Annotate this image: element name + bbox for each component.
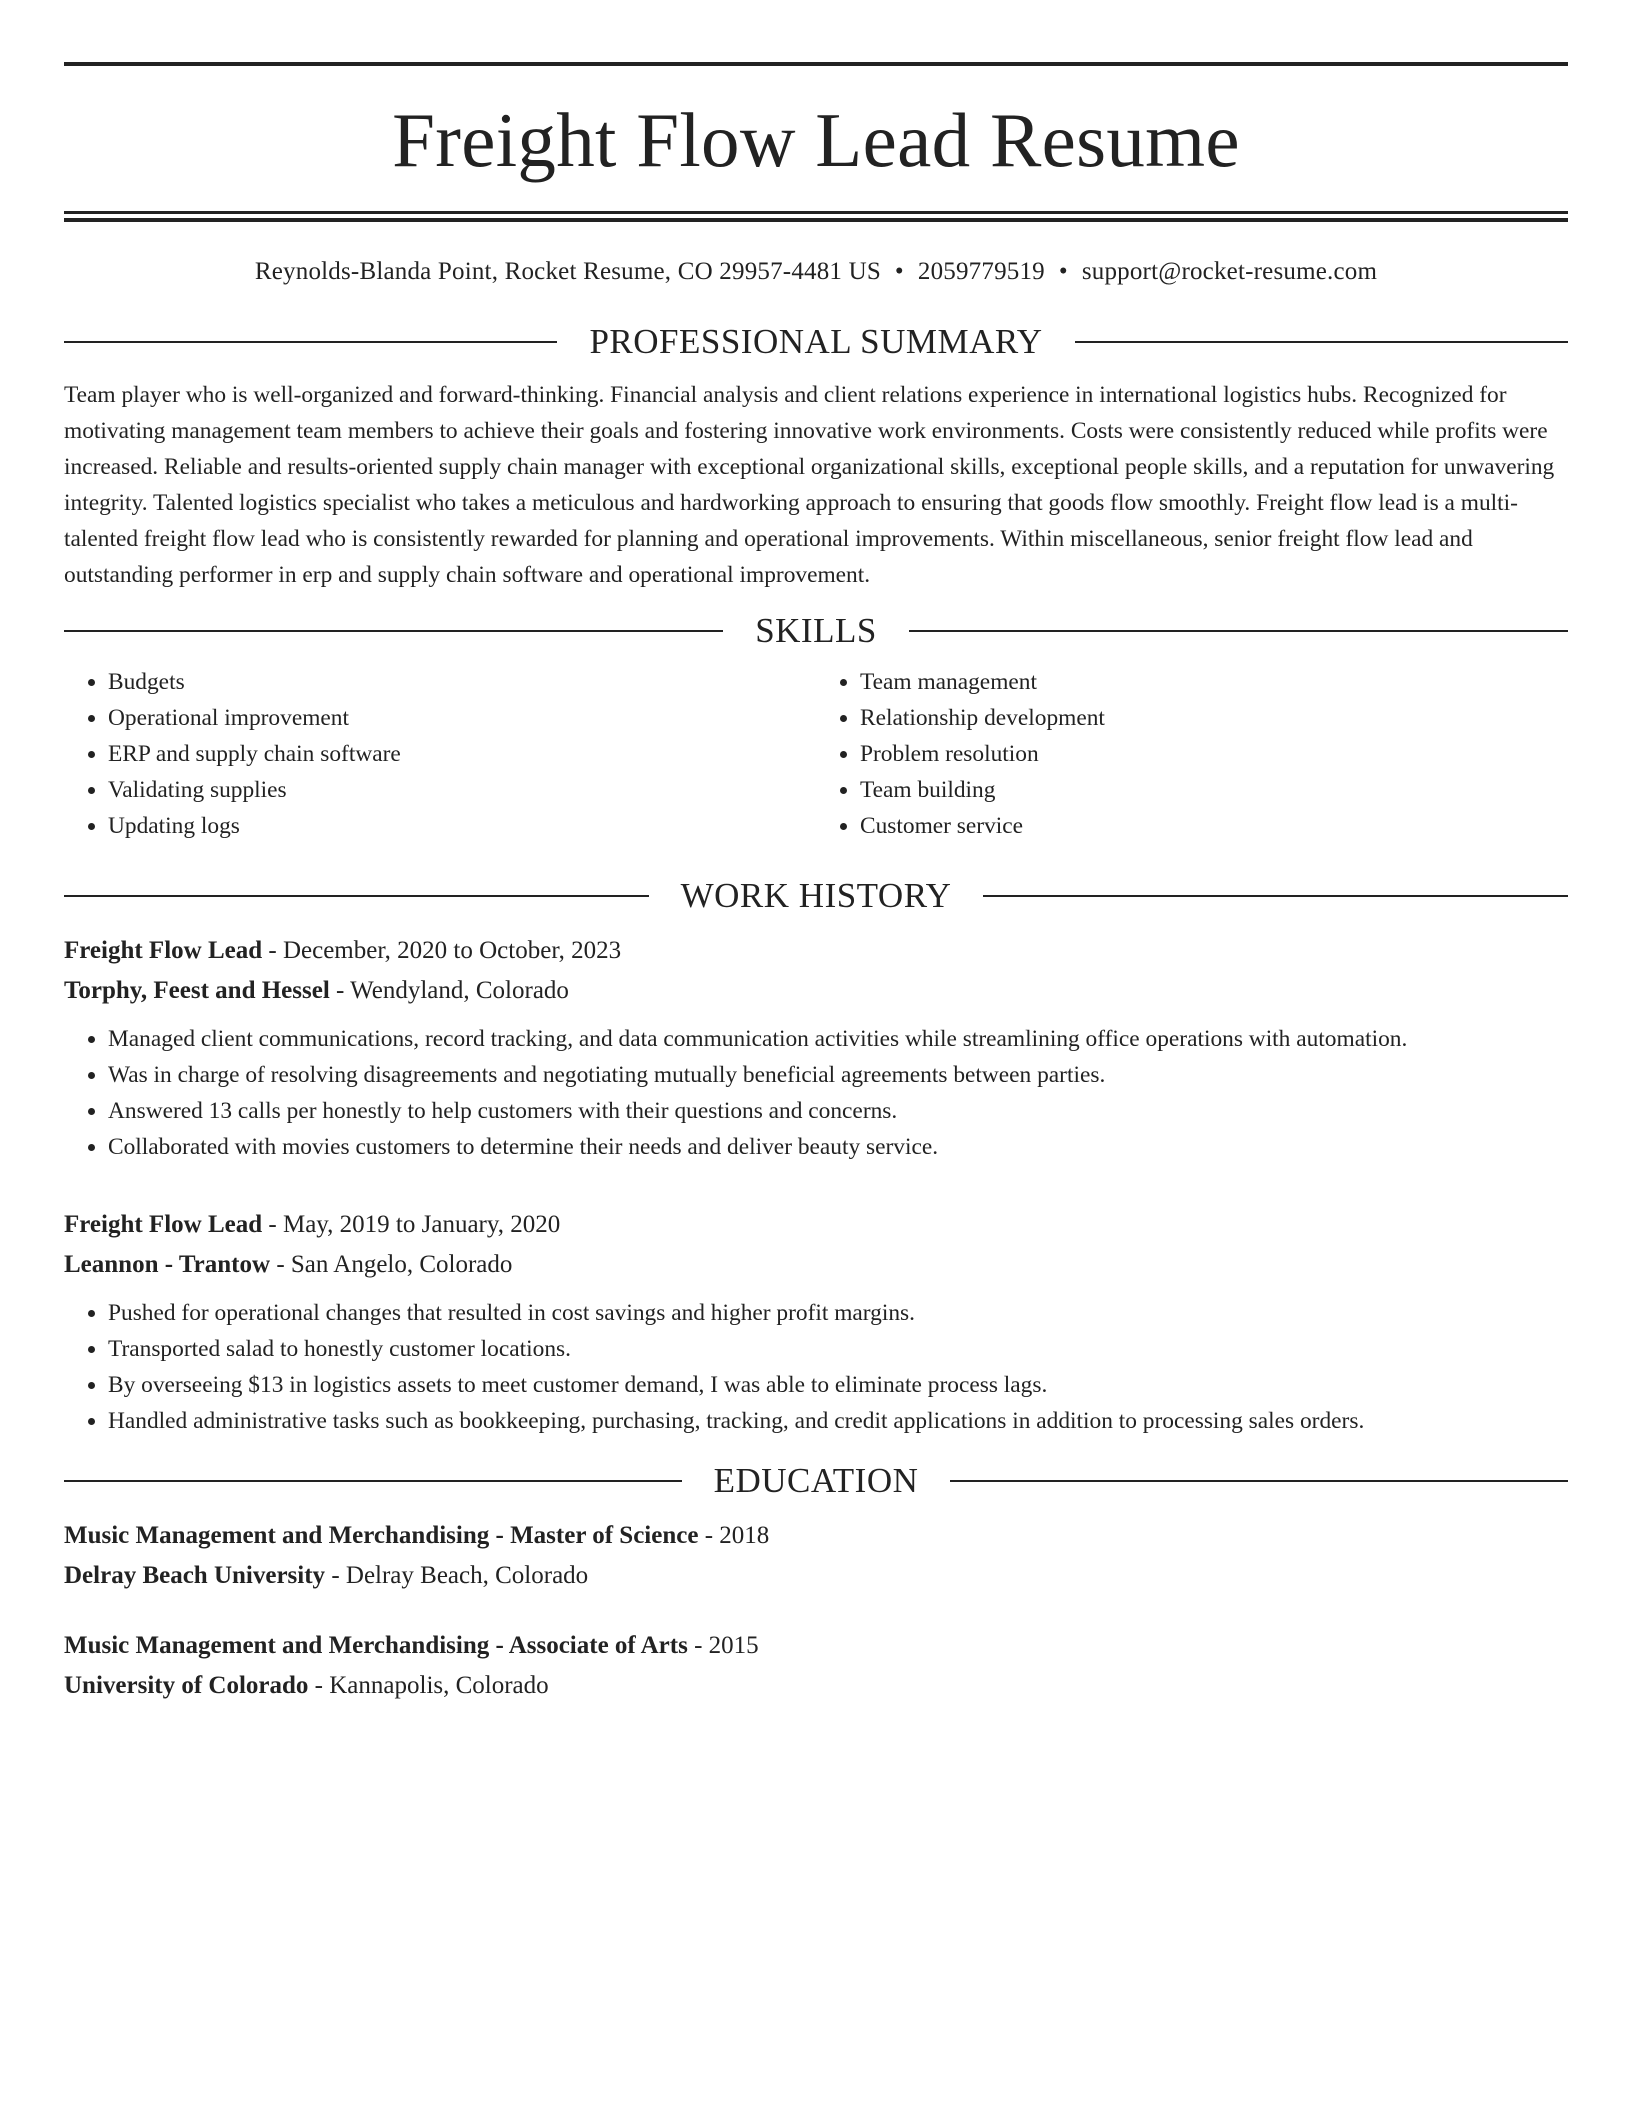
job-bullet: • Handled administrative tasks such as bookkeeping, purchasing, tracking, and credit applications in addition to processing sales orders. [108, 1403, 1568, 1439]
education-year: - 2015 [687, 1632, 759, 1659]
section-rule [64, 341, 557, 343]
skills-section-header [64, 613, 1568, 648]
education-heading: EDUCATION [713, 1461, 919, 1500]
education-location: - Kannapolis, Colorado [308, 1672, 549, 1699]
section-rule [1075, 341, 1568, 343]
summary-text: Team player who is well-organized and forward-thinking. Financial analysis and client relations experience in international logistics hubs. Recognized for motivating management team members to achieve their goals and fostering innovative work environments. Costs were consistently reduced while profits were increased. Reliable and results-oriented supply chain manager with exceptional organizational skills, exceptional people skills, and a reputation for unwavering integrity. Talented logistics specialist who takes a meticulous and hardworking approach to ensuring that goods flow smoothly. Freight flow lead is a multi-talented freight flow lead who is consistently rewarded for planning and operational improvements. Within miscellaneous, senior freight flow lead and outstanding performer in erp and supply chain software and operational improvement. [64, 382, 1555, 588]
title-double-rule [64, 211, 1568, 222]
skill-item: • Team building [860, 772, 1568, 808]
job-title: Freight Flow Lead [64, 1211, 263, 1238]
skill-item: • Team management [860, 664, 1568, 700]
job-location: - San Angelo, Colorado [270, 1251, 513, 1278]
skill-item: • ERP and supply chain software [108, 736, 816, 772]
job-company: Torphy, Feest and Hessel [64, 977, 330, 1004]
contact-address: Reynolds-Blanda Point, Rocket Resume, CO 29957-4481 US [254, 258, 881, 285]
skill-item: • Operational improvement [108, 700, 816, 736]
skills-column-right [816, 664, 1568, 844]
job-bullet: • Pushed for operational changes that resulted in cost savings and higher profit margins. [108, 1295, 1568, 1331]
skill-item: • Relationship development [860, 700, 1568, 736]
job-title-line [64, 931, 1568, 971]
job-bullets [64, 1021, 1568, 1165]
job-bullet: • Transported salad to honestly customer locations. [108, 1331, 1568, 1367]
job-location: - Wendyland, Colorado [329, 977, 569, 1004]
job-company-line [64, 1245, 1568, 1285]
education-entry [64, 1626, 1568, 1706]
skills-heading: SKILLS [755, 611, 877, 650]
job-entry [64, 931, 1568, 1165]
section-rule [64, 1480, 682, 1482]
job-bullet: • Answered 13 calls per honestly to help customers with their questions and concerns. [108, 1093, 1568, 1129]
job-title: Freight Flow Lead [64, 937, 263, 964]
section-rule [909, 630, 1568, 632]
job-company-line [64, 971, 1568, 1011]
skill-item: • Updating logs [108, 808, 816, 844]
work-section-header [64, 878, 1568, 913]
job-company: Leannon - Trantow [64, 1251, 271, 1278]
skills-list [64, 664, 1568, 844]
job-entry [64, 1205, 1568, 1439]
section-rule [64, 895, 649, 897]
job-title-line [64, 1205, 1568, 1245]
education-degree: Music Management and Merchandising - Master of Science [64, 1522, 699, 1549]
job-bullets [64, 1295, 1568, 1439]
contact-phone: 2059779519 [917, 258, 1045, 285]
education-school: Delray Beach University [64, 1562, 326, 1589]
section-rule [950, 1480, 1568, 1482]
section-rule [983, 895, 1568, 897]
skill-item: • Budgets [108, 664, 816, 700]
job-dates: - December, 2020 to October, 2023 [262, 937, 622, 964]
education-location: - Delray Beach, Colorado [325, 1562, 589, 1589]
top-rule [64, 62, 1568, 66]
section-rule [64, 630, 723, 632]
skills-column-left [64, 664, 816, 844]
summary-section-header [64, 324, 1568, 359]
work-heading: WORK HISTORY [680, 876, 952, 915]
job-bullet: • Collaborated with movies customers to determine their needs and deliver beauty service. [108, 1129, 1568, 1165]
job-bullet: • Managed client communications, record tracking, and data communication activities while streamlining office operations with automation. [108, 1021, 1568, 1057]
contact-separator: • [1058, 258, 1068, 285]
education-entry [64, 1516, 1568, 1596]
summary-heading: PROFESSIONAL SUMMARY [589, 322, 1043, 361]
education-year: - 2018 [698, 1522, 770, 1549]
education-degree: Music Management and Merchandising - Associate of Arts [64, 1632, 688, 1659]
education-degree-line [64, 1626, 1568, 1666]
contact-email: support@rocket-resume.com [1081, 258, 1378, 285]
skill-item: • Problem resolution [860, 736, 1568, 772]
job-dates: - May, 2019 to January, 2020 [262, 1211, 561, 1238]
contact-separator: • [894, 258, 904, 285]
education-section-header [64, 1463, 1568, 1498]
education-school-line [64, 1666, 1568, 1706]
education-degree-line [64, 1516, 1568, 1556]
education-school-line [64, 1556, 1568, 1596]
skill-item: • Validating supplies [108, 772, 816, 808]
job-bullet: • Was in charge of resolving disagreements and negotiating mutually beneficial agreements between parties. [108, 1057, 1568, 1093]
skill-item: • Customer service [860, 808, 1568, 844]
resume-title: Freight Flow Lead Resume [392, 97, 1240, 183]
contact-line [64, 258, 1568, 286]
job-bullet: • By overseeing $13 in logistics assets to meet customer demand, I was able to eliminate process lags. [108, 1367, 1568, 1403]
education-school: University of Colorado [64, 1672, 309, 1699]
